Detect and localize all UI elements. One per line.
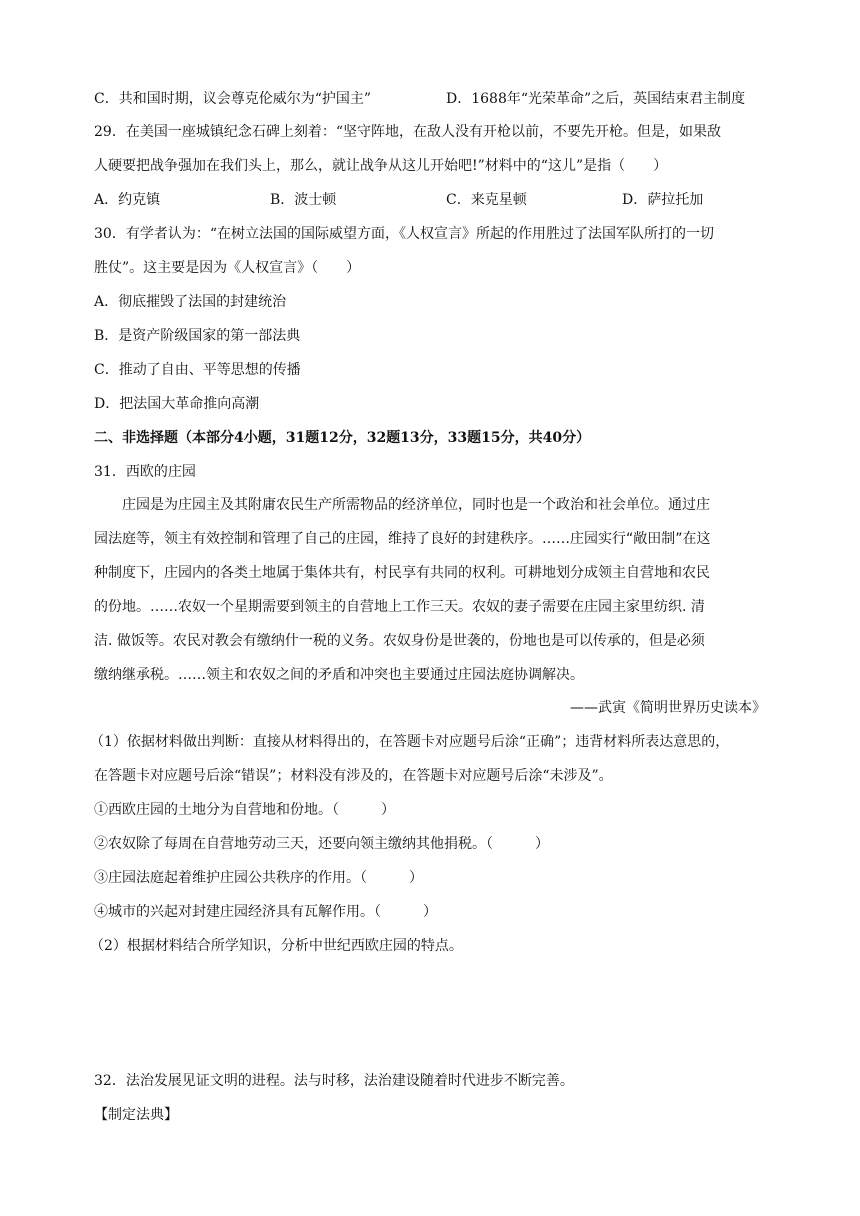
q31-judgment-4: ④城市的兴起对封建庄园经济具有瓦解作用。（ ）: [94, 904, 437, 920]
section2-heading: 二、非选择题（本部分4小题，31题12分，32题13分，33题15分，共40分）: [94, 430, 591, 446]
q30-option-c: C．推动了自由、平等思想的传播: [94, 362, 301, 378]
q31-part1-line2: 在答题卡对应题号后涂“错误”；材料没有涉及的，在答题卡对应题号后涂“未涉及”。: [94, 768, 613, 784]
q31-passage-line4: 的份地。……农奴一个星期需要到领主的自营地上工作三天。农奴的妻子需要在庄园主家里纺织. 清: [94, 599, 705, 615]
q31-part1-line1: （1）依据材料做出判断：直接从材料得出的，在答题卡对应题号后涂“正确”；违背材料所表达意思的，: [90, 734, 730, 750]
q31-source: ——武寅《简明世界历史读本》: [570, 700, 766, 716]
q29-option-d: D．萨拉托加: [622, 192, 704, 208]
q31-passage-line5: 洁. 做饭等。农民对教会有缴纳什一税的义务。农奴身份是世袭的，份地也是可以传承的，但是必须: [94, 633, 705, 649]
q29-option-b: B．波士顿: [270, 192, 337, 208]
q29-stem-line2: 人硬要把战争强加在我们头上，那么，就让战争从这儿开始吧!”材料中的“这儿”是指（ ）: [94, 158, 668, 174]
q28-option-d: D．1688年“光荣革命”之后，英国结束君主制度: [446, 91, 746, 107]
q30-stem-line2: 胜仗”。这主要是因为《人权宣言》（ ）: [94, 260, 361, 276]
q31-passage-line2: 园法庭等，领主有效控制和管理了自己的庄园，维持了良好的封建秩序。……庄园实行“敞田制”在这: [94, 531, 711, 547]
q31-judgment-3: ③庄园法庭起着维护庄园公共秩序的作用。（ ）: [94, 870, 423, 886]
q30-option-a: A．彻底摧毁了法国的封建统治: [94, 294, 287, 310]
q29-option-c: C．来克星顿: [446, 192, 527, 208]
q28-option-c: C．共和国时期，议会尊克伦威尔为“护国主”: [94, 91, 372, 107]
q31-passage-line6: 缴纳继承税。……领主和农奴之间的矛盾和冲突也主要通过庄园法庭协调解决。: [94, 667, 584, 683]
q30-option-b: B．是资产阶级国家的第一部法典: [94, 328, 301, 344]
q29-option-a: A．约克镇: [94, 192, 161, 208]
q31-passage-line3: 种制度下，庄园内的各类土地属于集体共有，村民享有共同的权利。可耕地划分成领主自营地和农民: [94, 565, 710, 581]
q30-stem-line1: 30．有学者认为：“在树立法国的国际威望方面，《人权宣言》所起的作用胜过了法国军队所打的一切: [94, 226, 714, 242]
q32-stem: 32．法治发展见证文明的进程。法与时移，法治建设随着时代进步不断完善。: [94, 1073, 574, 1089]
q30-option-d: D．把法国大革命推向高潮: [94, 396, 260, 412]
q29-stem-line1: 29．在美国一座城镇纪念石碑上刻着：“坚守阵地，在敌人没有开枪以前，不要先开枪。但是，如果敌: [94, 124, 721, 140]
q31-passage-line1: 庄园是为庄园主及其附庸农民生产所需物品的经济单位，同时也是一个政治和社会单位。通过庄: [122, 497, 710, 513]
q31-title: 31．西欧的庄园: [94, 464, 196, 480]
q31-judgment-1: ①西欧庄园的土地分为自营地和份地。（ ）: [94, 802, 395, 818]
q31-judgment-2: ②农奴除了每周在自营地劳动三天，还要向领主缴纳其他捐税。（ ）: [94, 836, 549, 852]
q32-subheading: 【制定法典】: [94, 1107, 178, 1123]
q31-part2: （2）根据材料结合所学知识，分析中世纪西欧庄园的特点。: [90, 938, 463, 954]
